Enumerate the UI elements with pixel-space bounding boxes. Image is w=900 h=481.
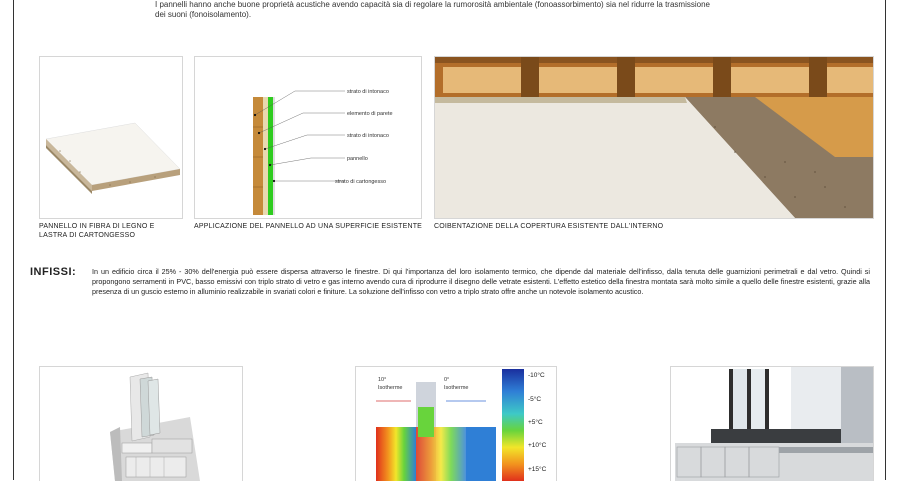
infissi-paragraph: In un edificio circa il 25% - 30% dell'energia può essere dispersa attraverso le finestre. Di qui l'importanza del loro isolamento termico, che dipende dal materiale dell'infisso, dalla tenuta delle guarnizioni perimetrali e dal vetro. Quindi si propongono serramenti in PVC, basso emissivi con triplo strato di vetro e gas interno avendo cura di riprodurre il disegno delle vetrate esistenti. L'effetto estetico della finestra montata sarà molto simile a quello delle finestre esistenti, grazie alla presenza di un guscio esterno in alluminio realizzabile in svariati colori e finiture. La soluzione dell'infisso con vetro a triplo strato offre anche un notevole isolamento acustico.: [92, 267, 870, 296]
window-section-illustration: [671, 367, 873, 481]
intro-paragraph: I pannelli hanno anche buone proprietà acustiche avendo capacità sia di regolare la rumorosità ambientale (fonoassorbimento) sia nel ridurre la trasmissione dei suoni (fonoisolamento).: [155, 0, 710, 19]
scale-label-3: +5°C: [528, 419, 543, 426]
roof-illustration: [435, 57, 873, 218]
scale-label-2: -5°C: [528, 396, 542, 403]
wall-section-diagram: [195, 57, 421, 218]
panel-illustration: [40, 57, 182, 218]
thermal-map-figure: [355, 366, 557, 481]
isotherm-left-label: Isotherme: [378, 385, 403, 391]
scale-label-1: -10°C: [528, 372, 545, 379]
isotherm-left-temp: 10°: [378, 377, 387, 383]
panel-figure: [39, 56, 183, 219]
isotherm-right-label: Isotherme: [444, 385, 469, 391]
page-border-left: [13, 0, 14, 480]
wall-section-caption: APPLICAZIONE DEL PANNELLO AD UNA SUPERFICIE ESISTENTE: [194, 223, 423, 230]
label-cartongesso: strato di cartongesso: [335, 179, 387, 185]
window-section-figure: [670, 366, 874, 481]
roof-figure: [434, 56, 874, 219]
label-intonaco-2: strato di intonaco: [347, 133, 389, 139]
page-border-right: [885, 0, 886, 480]
wall-section-figure: [194, 56, 422, 219]
window-profile-illustration: [40, 367, 242, 481]
panel-caption-line1: PANNELLO IN FIBRA DI LEGNO E: [39, 223, 155, 230]
thermal-map-illustration: [356, 367, 556, 481]
label-pannello: pannello: [347, 156, 368, 162]
scale-label-5: +15°C: [528, 466, 547, 473]
label-elemento-parete: elemento di parete: [347, 111, 393, 117]
panel-caption-line2: LASTRA DI CARTONGESSO: [39, 232, 136, 239]
label-intonaco-1: strato di intonaco: [347, 89, 389, 95]
panel-caption: [39, 222, 155, 240]
isotherm-right-temp: 0°: [444, 377, 450, 383]
infissi-title: INFISSI:: [30, 266, 77, 278]
roof-caption: COIBENTAZIONE DELLA COPERTURA ESISTENTE DALL'INTERNO: [434, 223, 664, 230]
scale-label-4: +10°C: [528, 442, 547, 449]
window-profile-figure: [39, 366, 243, 481]
